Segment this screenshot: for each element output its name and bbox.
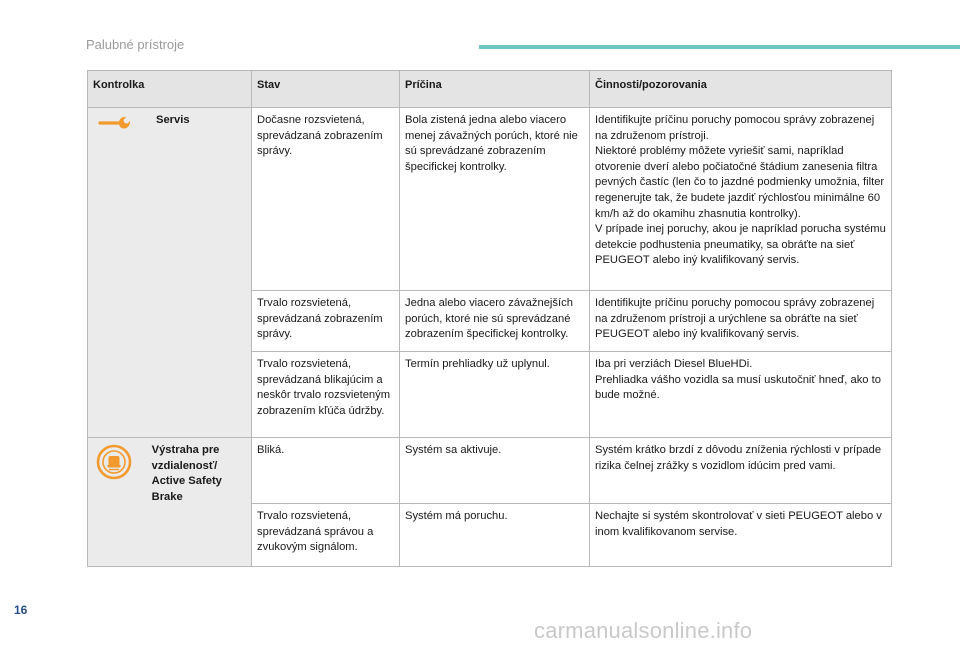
cinnosti-line: Systém krátko brzdí z dôvodu zníženia rýchlosti v prípade rizika čelnej zrážky s vozidlom idúcim pred vami. (595, 444, 882, 472)
stav-cell: Bliká. (252, 438, 400, 504)
stav-cell: Trvalo rozsvietená, sprevádzaná zobrazením správy. (252, 291, 400, 352)
cinnosti-line: Identifikujte príčinu poruchy pomocou správy zobrazenej na združenom prístroji a urýchlene sa obráťte na sieť PEUGEOT alebo iný kvalifikovaný servis. (595, 297, 875, 341)
column-header-stav: Stav (252, 71, 400, 108)
column-header-cinnosti: Činnosti/pozorovania (590, 71, 892, 108)
indicator-cell-active-safety-brake (88, 438, 252, 567)
collision-warning-icon (94, 473, 134, 485)
cinnosti-cell (590, 108, 892, 291)
cinnosti-line: Niektoré problémy môžete vyriešiť sami, napríklad otvorenie dverí alebo počiatočné štádium zanesenia filtra pevných častíc (len čo to jazdné podmienky umožnia, filter regenerujte tak, že budete jazdiť rýchlosťou minimálne 60 km/h až do okamihu zhasnutia kontrolky). (595, 145, 885, 220)
cinnosti-line: Identifikujte príčinu poruchy pomocou správy zobrazenej na združenom prístroji. (595, 114, 875, 142)
watermark: carmanualsonline.info (534, 618, 753, 643)
warning-lights-table (87, 70, 892, 567)
table-header-row (88, 71, 892, 108)
cinnosti-cell (590, 291, 892, 352)
page-number: 16 (14, 603, 28, 617)
column-header-pricina: Príčina (400, 71, 590, 108)
pricina-cell: Termín prehliadky už uplynul. (400, 352, 590, 438)
indicator-name: Výstraha pre vzdialenosť/ Active Safety Brake (151, 444, 222, 503)
stav-cell: Trvalo rozsvietená, sprevádzaná blikajúcim a neskôr trvalo rozsvieteným zobrazením kľúča údržby. (252, 352, 400, 438)
section-title: Palubné prístroje (86, 37, 185, 52)
cinnosti-cell (590, 504, 892, 567)
cinnosti-line: Iba pri verziách Diesel BlueHDi. (595, 358, 753, 370)
pricina-cell: Bola zistená jedna alebo viacero menej závažných porúch, ktoré nie sú sprevádzané zobrazením špecifickej kontrolky. (400, 108, 590, 291)
table-row (88, 438, 892, 504)
pricina-cell: Systém má poruchu. (400, 504, 590, 567)
cinnosti-line: V prípade inej poruchy, akou je napríklad porucha systému detekcie podhustenia pneumatiky, sa obráťte na sieť PEUGEOT alebo iný kvalifikovaný servis. (595, 223, 886, 267)
header-accent-bar (479, 45, 960, 49)
indicator-name: Servis (156, 114, 190, 126)
cinnosti-line: Nechajte si systém skontrolovať v sieti PEUGEOT alebo v inom kvalifikovanom servise. (595, 510, 882, 538)
stav-cell: Trvalo rozsvietená, sprevádzaná správou a zvukovým signálom. (252, 504, 400, 567)
wrench-icon (98, 123, 132, 135)
pricina-cell: Systém sa aktivuje. (400, 438, 590, 504)
indicator-cell-servis (88, 108, 252, 438)
cinnosti-cell (590, 438, 892, 504)
pricina-cell: Jedna alebo viacero závažnejších porúch, ktoré nie sú sprevádzané zobrazením špecifickej kontrolky. (400, 291, 590, 352)
table-row (88, 108, 892, 291)
stav-cell: Dočasne rozsvietená, sprevádzaná zobrazením správy. (252, 108, 400, 291)
cinnosti-line: Prehliadka vášho vozidla sa musí uskutočniť hneď, ako to bude možné. (595, 373, 881, 402)
cinnosti-cell (590, 352, 892, 438)
column-header-kontrolka: Kontrolka (88, 71, 252, 108)
